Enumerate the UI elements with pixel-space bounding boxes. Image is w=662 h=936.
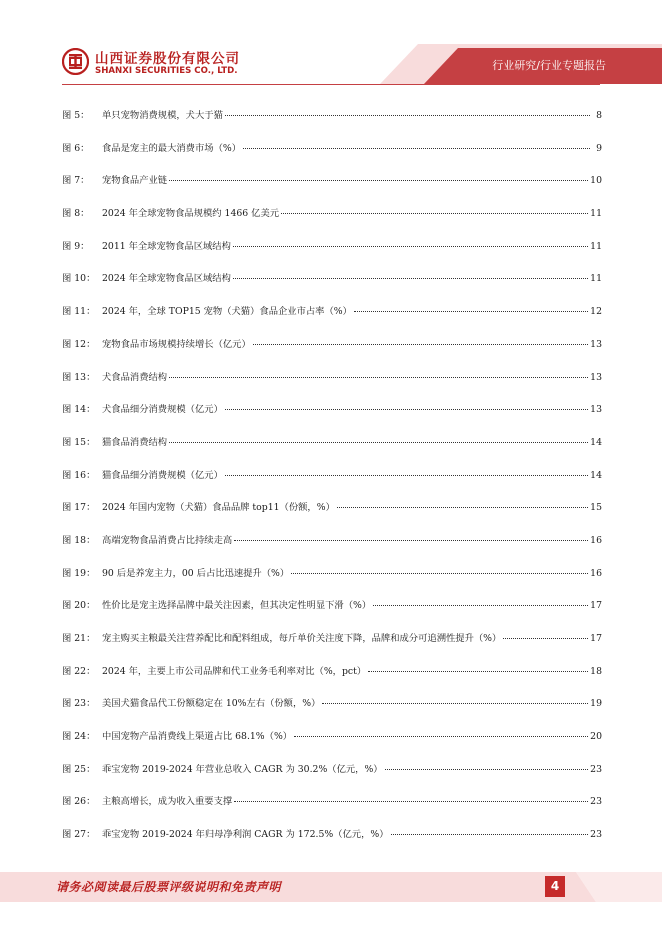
- toc-leader-dots: [225, 114, 590, 116]
- toc-figure-caption: 乖宝宠物 2019-2024 年归母净利润 CAGR 为 172.5%（亿元，%）: [102, 829, 389, 841]
- toc-figure-caption: 2024 年，全球 TOP15 宠物（犬猫）食品企业市占率（%）: [102, 306, 352, 318]
- toc-page-number: 18: [590, 665, 602, 677]
- toc-figure-caption: 2024 年，主要上市公司品牌和代工业务毛利率对比（%，pct）: [102, 665, 367, 677]
- toc-figure-caption: 犬食品消费结构: [102, 371, 168, 383]
- toc-figure-label: 图 23：: [62, 698, 96, 710]
- toc-figure-label: 图 12：: [62, 338, 96, 350]
- page-header: [0, 0, 662, 95]
- toc-leader-dots: [225, 408, 588, 410]
- toc-leader-dots: [322, 702, 588, 704]
- toc-entry[interactable]: [62, 760, 602, 793]
- toc-figure-label: 图 6：: [62, 142, 90, 154]
- toc-leader-dots: [169, 441, 588, 443]
- toc-page-number: 17: [590, 600, 602, 612]
- toc-page-number: 19: [590, 698, 602, 710]
- company-name-en: SHANXI SECURITIES CO., LTD.: [95, 66, 238, 76]
- toc-figure-caption: 犬食品细分消费规模（亿元）: [102, 404, 223, 416]
- toc-entry[interactable]: [62, 335, 602, 368]
- toc-figure-caption: 宠物食品市场规模持续增长（亿元）: [102, 338, 251, 350]
- toc-page-number: 23: [590, 829, 602, 841]
- toc-figure-caption: 猫食品消费结构: [102, 436, 168, 448]
- toc-entry[interactable]: [62, 596, 602, 629]
- toc-leader-dots: [281, 212, 588, 214]
- toc-page-number: 16: [590, 534, 602, 546]
- company-logo-icon: [62, 48, 89, 75]
- toc-leader-dots: [294, 735, 588, 737]
- toc-figure-caption: 2024 年国内宠物（犬猫）食品品牌 top11（份额，%）: [102, 502, 335, 514]
- toc-entry[interactable]: [62, 629, 602, 662]
- toc-figure-label: 图 14：: [62, 404, 96, 416]
- toc-page-number: 11: [590, 240, 602, 252]
- toc-entry[interactable]: [62, 269, 602, 302]
- disclaimer-text: 请务必阅读最后股票评级说明和免责声明: [56, 880, 282, 894]
- toc-leader-dots: [354, 310, 588, 312]
- toc-leader-dots: [503, 637, 588, 639]
- toc-leader-dots: [337, 506, 588, 508]
- toc-entry[interactable]: [62, 498, 602, 531]
- toc-leader-dots: [291, 572, 588, 574]
- toc-figure-label: 图 27：: [62, 829, 96, 841]
- header-divider: [62, 84, 600, 85]
- toc-figure-caption: 2024 年全球宠物食品区域结构: [102, 273, 231, 285]
- toc-leader-dots: [234, 800, 588, 802]
- toc-figure-caption: 90 后是养宠主力，00 后占比迅速提升（%）: [102, 567, 290, 579]
- toc-figure-label: 图 9：: [62, 240, 90, 252]
- toc-leader-dots: [169, 179, 588, 181]
- toc-figure-label: 图 25：: [62, 763, 96, 775]
- toc-figure-caption: 2011 年全球宠物食品区域结构: [102, 240, 231, 252]
- toc-figure-caption: 2024 年全球宠物食品规模约 1466 亿美元: [102, 208, 280, 220]
- toc-figure-caption: 中国宠物产品消费线上渠道占比 68.1%（%）: [102, 731, 293, 743]
- toc-entry[interactable]: [62, 825, 602, 858]
- toc-figure-caption: 高端宠物食品消费占比持续走高: [102, 534, 233, 546]
- toc-page-number: 10: [590, 175, 602, 187]
- toc-figure-label: 图 17：: [62, 502, 96, 514]
- toc-page-number: 16: [590, 567, 602, 579]
- toc-figure-label: 图 20：: [62, 600, 96, 612]
- toc-figure-label: 图 21：: [62, 633, 96, 644]
- toc-leader-dots: [368, 670, 588, 672]
- toc-entry[interactable]: [62, 727, 602, 760]
- toc-figure-caption: 美国犬猫食品代工份额稳定在 10%左右（份额，%）: [102, 698, 321, 710]
- toc-leader-dots: [253, 343, 588, 345]
- toc-page-number: 14: [590, 469, 602, 481]
- toc-figure-caption: 单只宠物消费规模，犬大于猫: [102, 110, 223, 121]
- toc-figure-label: 图 16：: [62, 469, 96, 481]
- toc-entry[interactable]: [62, 400, 602, 433]
- toc-entry[interactable]: [62, 466, 602, 499]
- toc-entry[interactable]: [62, 531, 602, 564]
- toc-page-number: 13: [590, 371, 602, 383]
- toc-page-number: 11: [590, 208, 602, 220]
- toc-figure-label: 图 13：: [62, 371, 96, 383]
- toc-entry[interactable]: [62, 171, 602, 204]
- toc-page-number: 11: [590, 273, 602, 285]
- toc-entry[interactable]: [62, 106, 602, 139]
- toc-leader-dots: [225, 474, 588, 476]
- toc-figure-label: 图 18：: [62, 534, 96, 546]
- toc-figure-caption: 主粮高增长，成为收入重要支撑: [102, 796, 233, 808]
- toc-figure-label: 图 10：: [62, 273, 96, 285]
- toc-leader-dots: [243, 147, 590, 149]
- toc-leader-dots: [385, 768, 589, 770]
- toc-figure-label: 图 8：: [62, 208, 90, 220]
- toc-figure-label: 图 5：: [62, 110, 90, 121]
- toc-leader-dots: [233, 245, 588, 247]
- toc-figure-caption: 乖宝宠物 2019-2024 年营业总收入 CAGR 为 30.2%（亿元，%）: [102, 763, 383, 775]
- toc-leader-dots: [391, 833, 589, 835]
- toc-entry[interactable]: [62, 662, 602, 695]
- toc-entry[interactable]: [62, 694, 602, 727]
- toc-page-number: 15: [590, 502, 602, 514]
- toc-figure-caption: 宠物食品产业链: [102, 175, 168, 187]
- toc-leader-dots: [233, 277, 588, 279]
- toc-figure-caption: 性价比是宠主选择品牌中最关注因素，但其决定性明显下滑（%）: [102, 600, 372, 612]
- toc-entry[interactable]: [62, 237, 602, 270]
- toc-page-number: 23: [590, 796, 602, 808]
- toc-page-number: 12: [590, 306, 602, 318]
- page-number: 4: [545, 876, 565, 897]
- toc-leader-dots: [169, 376, 588, 378]
- toc-page-number: 8: [596, 110, 602, 121]
- toc-leader-dots: [234, 539, 588, 541]
- toc-page-number: 14: [590, 436, 602, 448]
- toc-page-number: 17: [590, 633, 602, 644]
- toc-entry[interactable]: [62, 368, 602, 401]
- toc-entry[interactable]: [62, 302, 602, 335]
- company-name-cn: 山西证券股份有限公司: [95, 51, 240, 67]
- toc-figure-caption: 猫食品细分消费规模（亿元）: [102, 469, 223, 481]
- toc-entry[interactable]: [62, 564, 602, 597]
- toc-figure-caption: 食品是宠主的最大消费市场（%）: [102, 142, 241, 154]
- toc-entry[interactable]: [62, 204, 602, 237]
- toc-entry[interactable]: [62, 433, 602, 466]
- toc-figure-caption: 宠主购买主粮最关注营养配比和配料组成，每斤单价关注度下降，品牌和成分可追溯性提升（%）: [102, 633, 502, 644]
- toc-figure-label: 图 11：: [62, 306, 96, 318]
- toc-entry[interactable]: [62, 792, 602, 825]
- toc-figure-label: 图 24：: [62, 731, 96, 743]
- toc-page-number: 23: [590, 763, 602, 775]
- report-type-title: 行业研究/行业专题报告: [492, 59, 606, 72]
- toc-figure-label: 图 22：: [62, 665, 96, 677]
- toc-figure-label: 图 7：: [62, 175, 90, 187]
- toc-entry[interactable]: [62, 139, 602, 172]
- figure-list: [62, 106, 602, 858]
- toc-figure-label: 图 19：: [62, 567, 96, 579]
- toc-figure-label: 图 15：: [62, 436, 96, 448]
- toc-page-number: 20: [590, 731, 602, 743]
- toc-page-number: 13: [590, 404, 602, 416]
- toc-page-number: 9: [596, 142, 602, 154]
- toc-page-number: 13: [590, 338, 602, 350]
- toc-figure-label: 图 26：: [62, 796, 96, 808]
- toc-leader-dots: [373, 604, 588, 606]
